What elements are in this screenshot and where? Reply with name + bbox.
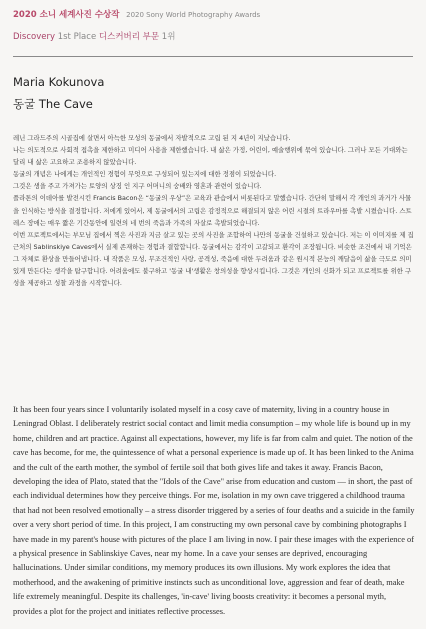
korean-paragraph: 레닌 그라드주의 시골집에 살면서 아늑한 모성의 동굴에서 자발적으로 고립 된 지 4년이 지났습니다.	[13, 134, 291, 142]
category-name: Discovery	[13, 32, 55, 42]
korean-paragraph: 플라톤의 이데아를 발전시킨 Francis Bacon은 “동굴의 우상”은 교육과 관습에서 비롯된다고 말했습니다. 간단히 말해서 각 개인의 과거가 사물을 인식하는 방식을 결정합니다. 저에게 있어서, 제 동굴에서의 고립은 감정적으로 해결되지 않은 어린 시절의 트라우마를 촉발 시켰습니다. 스트레스 장애는 매우 짧은 기간동안에 일련의 네 번의 죽음과 가족의 자살로 촉발되었습니다.	[13, 194, 412, 227]
award-header	[13, 8, 413, 42]
category-name-ko: 디스커버리 부문	[98, 32, 160, 42]
korean-paragraph: 그것은 생을 주고 가져가는 토양의 상징 인 지구 어머니의 숭배와 영혼과 관련이 있습니다.	[13, 182, 262, 191]
award-title-ko: 2020 소니 세계사진 수상작	[13, 10, 120, 20]
award-title-en: 2020 Sony World Photography Awards	[126, 11, 261, 19]
category-place: 1st Place	[57, 32, 97, 42]
korean-paragraph: 나는 의도적으로 사회적 접촉을 제한하고 미디어 사용을 제한했습니다. 내 삶은 가정, 어린이, 예술행위에 묶여 있습니다. 그러나 모든 기대와는 달리 내 삶은 고요하고 조용하지 않았습니다.	[13, 146, 408, 167]
award-line	[13, 8, 413, 20]
work-title: 동굴 The Cave	[13, 97, 93, 111]
category-line	[13, 30, 413, 42]
header-divider	[13, 56, 413, 57]
korean-statement	[13, 132, 415, 289]
english-statement	[13, 403, 415, 619]
category-rank-ko: 1위	[161, 32, 176, 42]
author-name: Maria Kokunova	[13, 75, 105, 89]
english-paragraph: It has been four years since I voluntarily isolated myself in a cosy cave of maternity, living in a country house in Leningrad Oblast. I deliberately restrict social contact and limit media consumption – my whole life is bound up in my home, children and art practice. Against all expectations, however, my life is far from calm and quiet. The notion of the cave has become, for me, the quintessence of what a personal experience is made up of. It has been linked to the Anima and the cult of the earth mother, the symbol of fertile soil that both gives life and takes it away. Francis Bacon, developing the idea of Plato, stated that the "Idols of the Cave" arise from education and custom — in short, the past of each individual determines how they perceive things. For me, isolation in my own cave triggered a childhood trauma that had not been resolved emotionally – a stress disorder triggered by a series of four deaths and a suicide in the family over a very short period of time. In this project, I am constructing my own personal cave by combining photographs I have made in my parent's house with pictures of the place I am living in now. I pair these images with the experience of a physical presence in Sablinskiye Caves, near my home. In a cave your senses are deprived, encouraging hallucinations. Under similar conditions, my memory produces its own illusions. My work explores the idea that motherhood, and the awakening of primitive instincts such as unconditional love, aggression and fear of death, make life extremely meaningful. Despite its challenges, 'in-cave' living boosts creativity: it becomes a personal myth, provides a plot for the project and initiates reflective processes.	[13, 405, 415, 616]
korean-paragraph: 이번 프로젝트에서는 부모님 집에서 찍은 사진과 지금 살고 있는 곳의 사진을 조합하여 나만의 동굴을 건설하고 있습니다. 저는 이 이미지를 제 집 근처의 Sablinskiye Caves에서 실제 존재하는 경험과 결합합니다. 동굴에서는 감각이 고갈되고 환각이 조장됩니다. 비슷한 조건에서 내 기억은 그 자체로 환상을 만들어냅니다. 내 작품은 모성, 무조건적인 사랑, 공격성, 죽음에 대한 두려움과 같은 원시적 본능의 깨달음이 삶을 극도로 의미 있게 만든다는 생각을 탐구합니다. 어려움에도 불구하고 '동굴 내'생활은 창의성을 향상시킵니다. 그것은 개인의 신화가 되고 프로젝트를 위한 구성을 제공하고 성찰 과정을 시작합니다.	[13, 230, 414, 288]
korean-paragraph: 동굴의 개념은 나에게는 개인적인 경험이 무엇으로 구성되어 있는지에 대한 정점이 되었습니다.	[13, 170, 277, 179]
